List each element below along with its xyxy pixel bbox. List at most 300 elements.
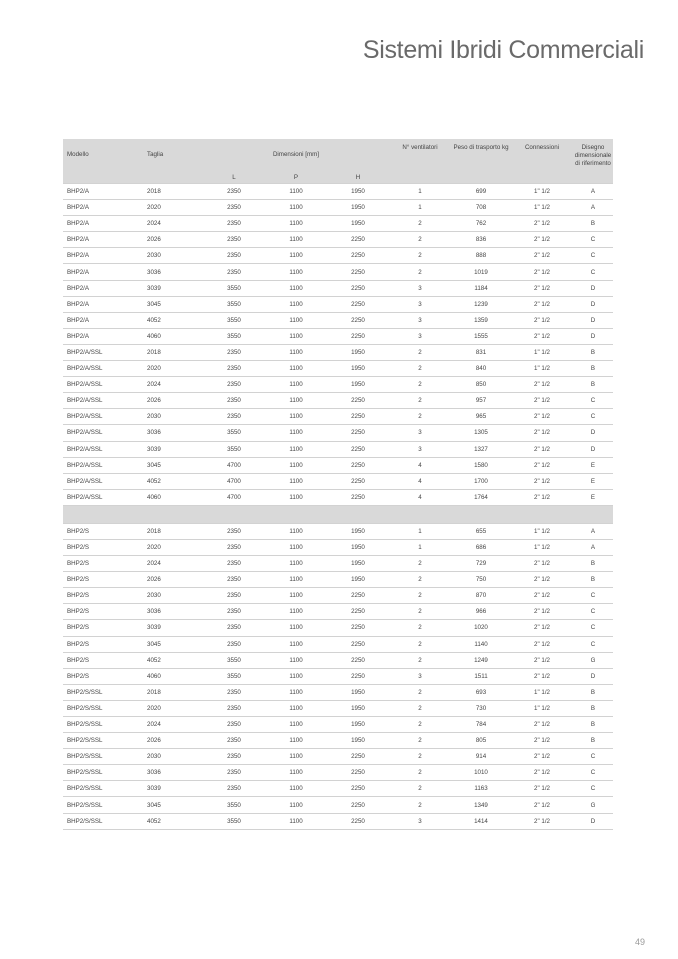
cell-dim-l: 2350 xyxy=(203,588,265,604)
cell-peso: 762 xyxy=(451,216,511,232)
cell-dim-l: 2350 xyxy=(203,523,265,539)
cell-dim-l: 2350 xyxy=(203,604,265,620)
cell-dim-l: 3550 xyxy=(203,441,265,457)
cell-dim-l: 4700 xyxy=(203,473,265,489)
cell-dim-p: 1100 xyxy=(265,539,327,555)
cell-ventilatori: 3 xyxy=(389,312,451,328)
cell-ventilatori: 2 xyxy=(389,717,451,733)
cell-connessioni: 2" 1/2 xyxy=(511,733,573,749)
cell-connessioni: 1" 1/2 xyxy=(511,700,573,716)
cell-taglia: 3036 xyxy=(143,765,203,781)
table-row xyxy=(63,539,613,555)
cell-ventilatori: 2 xyxy=(389,620,451,636)
cell-dim-h: 2250 xyxy=(327,296,389,312)
cell-ventilatori: 2 xyxy=(389,636,451,652)
cell-peso: 729 xyxy=(451,556,511,572)
group-separator xyxy=(63,505,613,523)
cell-disegno: B xyxy=(573,572,613,588)
table-row xyxy=(63,636,613,652)
cell-dim-h: 2250 xyxy=(327,781,389,797)
cell-peso: 1349 xyxy=(451,797,511,813)
cell-dim-h: 1950 xyxy=(327,572,389,588)
cell-disegno: C xyxy=(573,620,613,636)
cell-taglia: 4052 xyxy=(143,813,203,829)
cell-dim-h: 1950 xyxy=(327,377,389,393)
cell-ventilatori: 2 xyxy=(389,733,451,749)
cell-modello: BHP2/A/SSL xyxy=(63,425,143,441)
cell-dim-l: 2350 xyxy=(203,717,265,733)
cell-dim-l: 2350 xyxy=(203,232,265,248)
cell-connessioni: 2" 1/2 xyxy=(511,232,573,248)
cell-modello: BHP2/S/SSL xyxy=(63,765,143,781)
cell-peso: 730 xyxy=(451,700,511,716)
cell-dim-p: 1100 xyxy=(265,733,327,749)
cell-ventilatori: 4 xyxy=(389,489,451,505)
cell-connessioni: 2" 1/2 xyxy=(511,328,573,344)
cell-dim-h: 1950 xyxy=(327,717,389,733)
cell-disegno: D xyxy=(573,668,613,684)
cell-dim-h: 2250 xyxy=(327,636,389,652)
cell-taglia: 2024 xyxy=(143,556,203,572)
cell-connessioni: 2" 1/2 xyxy=(511,248,573,264)
cell-peso: 1184 xyxy=(451,280,511,296)
table-row xyxy=(63,312,613,328)
cell-ventilatori: 3 xyxy=(389,328,451,344)
cell-dim-l: 4700 xyxy=(203,489,265,505)
cell-ventilatori: 2 xyxy=(389,684,451,700)
cell-ventilatori: 2 xyxy=(389,216,451,232)
cell-taglia: 2024 xyxy=(143,717,203,733)
table-row xyxy=(63,733,613,749)
cell-dim-l: 2350 xyxy=(203,749,265,765)
cell-peso: 1019 xyxy=(451,264,511,280)
cell-dim-h: 1950 xyxy=(327,361,389,377)
cell-disegno: E xyxy=(573,489,613,505)
cell-ventilatori: 2 xyxy=(389,572,451,588)
table-row xyxy=(63,344,613,360)
table-row xyxy=(63,457,613,473)
cell-modello: BHP2/S xyxy=(63,652,143,668)
cell-modello: BHP2/S xyxy=(63,620,143,636)
cell-ventilatori: 3 xyxy=(389,668,451,684)
cell-disegno: A xyxy=(573,523,613,539)
cell-ventilatori: 3 xyxy=(389,441,451,457)
cell-disegno: B xyxy=(573,216,613,232)
cell-taglia: 2020 xyxy=(143,200,203,216)
cell-peso: 1140 xyxy=(451,636,511,652)
cell-peso: 1764 xyxy=(451,489,511,505)
cell-dim-p: 1100 xyxy=(265,377,327,393)
cell-connessioni: 1" 1/2 xyxy=(511,184,573,200)
cell-ventilatori: 2 xyxy=(389,749,451,765)
cell-peso: 693 xyxy=(451,684,511,700)
cell-disegno: B xyxy=(573,733,613,749)
cell-dim-l: 2350 xyxy=(203,733,265,749)
cell-connessioni: 2" 1/2 xyxy=(511,636,573,652)
table-row xyxy=(63,248,613,264)
cell-connessioni: 2" 1/2 xyxy=(511,312,573,328)
table-row xyxy=(63,749,613,765)
cell-modello: BHP2/A xyxy=(63,312,143,328)
cell-taglia: 2018 xyxy=(143,523,203,539)
cell-dim-l: 2350 xyxy=(203,361,265,377)
cell-taglia: 4052 xyxy=(143,473,203,489)
cell-disegno: B xyxy=(573,556,613,572)
cell-dim-p: 1100 xyxy=(265,620,327,636)
cell-dim-h: 2250 xyxy=(327,393,389,409)
cell-peso: 840 xyxy=(451,361,511,377)
cell-dim-p: 1100 xyxy=(265,556,327,572)
cell-dim-p: 1100 xyxy=(265,328,327,344)
cell-taglia: 4060 xyxy=(143,668,203,684)
cell-ventilatori: 2 xyxy=(389,232,451,248)
cell-modello: BHP2/A xyxy=(63,216,143,232)
page-number: 49 xyxy=(634,937,645,947)
cell-taglia: 3036 xyxy=(143,264,203,280)
cell-dim-l: 2350 xyxy=(203,765,265,781)
cell-connessioni: 1" 1/2 xyxy=(511,344,573,360)
table-row xyxy=(63,216,613,232)
table-row xyxy=(63,813,613,829)
table-row xyxy=(63,684,613,700)
cell-dim-h: 2250 xyxy=(327,620,389,636)
cell-dim-h: 2250 xyxy=(327,668,389,684)
cell-dim-p: 1100 xyxy=(265,393,327,409)
cell-ventilatori: 2 xyxy=(389,248,451,264)
cell-dim-h: 2250 xyxy=(327,813,389,829)
header-l: L xyxy=(203,171,265,184)
cell-dim-h: 2250 xyxy=(327,312,389,328)
cell-dim-h: 2250 xyxy=(327,264,389,280)
cell-dim-p: 1100 xyxy=(265,200,327,216)
cell-ventilatori: 4 xyxy=(389,457,451,473)
cell-dim-l: 3550 xyxy=(203,280,265,296)
cell-disegno: E xyxy=(573,457,613,473)
cell-dim-p: 1100 xyxy=(265,312,327,328)
cell-taglia: 2030 xyxy=(143,588,203,604)
cell-modello: BHP2/S xyxy=(63,539,143,555)
table-row xyxy=(63,441,613,457)
cell-dim-l: 3550 xyxy=(203,813,265,829)
table-row xyxy=(63,200,613,216)
cell-dim-h: 2250 xyxy=(327,328,389,344)
cell-connessioni: 1" 1/2 xyxy=(511,361,573,377)
cell-connessioni: 2" 1/2 xyxy=(511,556,573,572)
cell-modello: BHP2/A xyxy=(63,328,143,344)
cell-dim-l: 2350 xyxy=(203,539,265,555)
cell-taglia: 3045 xyxy=(143,797,203,813)
cell-taglia: 4060 xyxy=(143,328,203,344)
cell-modello: BHP2/A xyxy=(63,184,143,200)
cell-peso: 1511 xyxy=(451,668,511,684)
cell-modello: BHP2/S xyxy=(63,636,143,652)
cell-connessioni: 2" 1/2 xyxy=(511,377,573,393)
cell-peso: 888 xyxy=(451,248,511,264)
cell-ventilatori: 2 xyxy=(389,652,451,668)
header-ventilatori: N° ventilatori xyxy=(389,139,451,171)
table-row xyxy=(63,184,613,200)
cell-peso: 686 xyxy=(451,539,511,555)
cell-ventilatori: 2 xyxy=(389,588,451,604)
table-row xyxy=(63,588,613,604)
cell-peso: 1239 xyxy=(451,296,511,312)
cell-dim-p: 1100 xyxy=(265,248,327,264)
cell-taglia: 2018 xyxy=(143,184,203,200)
cell-ventilatori: 4 xyxy=(389,473,451,489)
cell-dim-p: 1100 xyxy=(265,717,327,733)
cell-modello: BHP2/A xyxy=(63,280,143,296)
cell-disegno: C xyxy=(573,636,613,652)
cell-dim-l: 3550 xyxy=(203,797,265,813)
header-peso: Peso di trasporto kg xyxy=(451,139,511,171)
cell-dim-l: 3550 xyxy=(203,652,265,668)
cell-connessioni: 2" 1/2 xyxy=(511,668,573,684)
cell-dim-p: 1100 xyxy=(265,684,327,700)
cell-dim-p: 1100 xyxy=(265,813,327,829)
cell-modello: BHP2/A/SSL xyxy=(63,489,143,505)
cell-disegno: D xyxy=(573,328,613,344)
cell-dim-p: 1100 xyxy=(265,765,327,781)
cell-dim-l: 2350 xyxy=(203,572,265,588)
table-row xyxy=(63,765,613,781)
table-row xyxy=(63,717,613,733)
cell-connessioni: 2" 1/2 xyxy=(511,216,573,232)
cell-dim-p: 1100 xyxy=(265,588,327,604)
cell-peso: 805 xyxy=(451,733,511,749)
cell-ventilatori: 2 xyxy=(389,409,451,425)
cell-connessioni: 1" 1/2 xyxy=(511,200,573,216)
cell-peso: 1414 xyxy=(451,813,511,829)
cell-disegno: C xyxy=(573,781,613,797)
cell-modello: BHP2/S xyxy=(63,588,143,604)
header-taglia: Taglia xyxy=(143,139,203,171)
cell-connessioni: 2" 1/2 xyxy=(511,473,573,489)
cell-disegno: C xyxy=(573,604,613,620)
cell-ventilatori: 2 xyxy=(389,361,451,377)
cell-dim-p: 1100 xyxy=(265,457,327,473)
cell-peso: 784 xyxy=(451,717,511,733)
cell-modello: BHP2/A/SSL xyxy=(63,377,143,393)
cell-ventilatori: 3 xyxy=(389,280,451,296)
cell-peso: 1163 xyxy=(451,781,511,797)
cell-peso: 750 xyxy=(451,572,511,588)
table-row xyxy=(63,523,613,539)
cell-dim-p: 1100 xyxy=(265,409,327,425)
cell-peso: 914 xyxy=(451,749,511,765)
cell-taglia: 2024 xyxy=(143,216,203,232)
table-row xyxy=(63,393,613,409)
header-modello: Modello xyxy=(63,139,143,171)
cell-modello: BHP2/S xyxy=(63,572,143,588)
cell-dim-p: 1100 xyxy=(265,473,327,489)
cell-dim-l: 2350 xyxy=(203,184,265,200)
cell-taglia: 4052 xyxy=(143,652,203,668)
cell-disegno: D xyxy=(573,441,613,457)
cell-dim-p: 1100 xyxy=(265,797,327,813)
header-h: H xyxy=(327,171,389,184)
cell-dim-h: 1950 xyxy=(327,216,389,232)
table-row xyxy=(63,489,613,505)
cell-ventilatori: 2 xyxy=(389,556,451,572)
cell-ventilatori: 3 xyxy=(389,813,451,829)
cell-connessioni: 2" 1/2 xyxy=(511,717,573,733)
table-row xyxy=(63,409,613,425)
cell-modello: BHP2/S/SSL xyxy=(63,797,143,813)
cell-dim-p: 1100 xyxy=(265,781,327,797)
cell-disegno: C xyxy=(573,749,613,765)
table-row xyxy=(63,328,613,344)
cell-dim-h: 2250 xyxy=(327,409,389,425)
cell-dim-p: 1100 xyxy=(265,749,327,765)
cell-modello: BHP2/S xyxy=(63,604,143,620)
cell-taglia: 3039 xyxy=(143,280,203,296)
cell-modello: BHP2/A xyxy=(63,232,143,248)
table-row xyxy=(63,797,613,813)
cell-disegno: D xyxy=(573,312,613,328)
cell-disegno: B xyxy=(573,717,613,733)
cell-connessioni: 1" 1/2 xyxy=(511,684,573,700)
cell-taglia: 2030 xyxy=(143,409,203,425)
cell-ventilatori: 2 xyxy=(389,393,451,409)
cell-connessioni: 2" 1/2 xyxy=(511,409,573,425)
cell-ventilatori: 3 xyxy=(389,425,451,441)
cell-disegno: D xyxy=(573,280,613,296)
cell-taglia: 2020 xyxy=(143,361,203,377)
cell-connessioni: 2" 1/2 xyxy=(511,441,573,457)
cell-dim-h: 1950 xyxy=(327,184,389,200)
cell-dim-l: 2350 xyxy=(203,200,265,216)
table-row xyxy=(63,425,613,441)
cell-taglia: 3045 xyxy=(143,457,203,473)
cell-peso: 965 xyxy=(451,409,511,425)
cell-modello: BHP2/S xyxy=(63,556,143,572)
cell-connessioni: 2" 1/2 xyxy=(511,393,573,409)
cell-connessioni: 2" 1/2 xyxy=(511,781,573,797)
cell-modello: BHP2/S/SSL xyxy=(63,813,143,829)
cell-modello: BHP2/A/SSL xyxy=(63,409,143,425)
cell-connessioni: 2" 1/2 xyxy=(511,797,573,813)
cell-disegno: C xyxy=(573,264,613,280)
cell-peso: 870 xyxy=(451,588,511,604)
cell-dim-p: 1100 xyxy=(265,441,327,457)
cell-dim-p: 1100 xyxy=(265,668,327,684)
cell-modello: BHP2/S xyxy=(63,523,143,539)
table-body-group-a xyxy=(63,184,613,506)
cell-disegno: B xyxy=(573,377,613,393)
cell-dim-p: 1100 xyxy=(265,489,327,505)
cell-peso: 1305 xyxy=(451,425,511,441)
cell-dim-l: 2350 xyxy=(203,377,265,393)
cell-taglia: 2020 xyxy=(143,700,203,716)
table-header xyxy=(63,139,613,184)
cell-connessioni: 1" 1/2 xyxy=(511,539,573,555)
cell-dim-p: 1100 xyxy=(265,344,327,360)
cell-taglia: 2026 xyxy=(143,572,203,588)
cell-connessioni: 1" 1/2 xyxy=(511,523,573,539)
cell-connessioni: 2" 1/2 xyxy=(511,813,573,829)
table-row xyxy=(63,652,613,668)
cell-dim-p: 1100 xyxy=(265,425,327,441)
cell-taglia: 2024 xyxy=(143,377,203,393)
cell-modello: BHP2/A/SSL xyxy=(63,361,143,377)
cell-peso: 1700 xyxy=(451,473,511,489)
table-row xyxy=(63,377,613,393)
cell-dim-h: 2250 xyxy=(327,473,389,489)
cell-ventilatori: 2 xyxy=(389,264,451,280)
cell-peso: 1359 xyxy=(451,312,511,328)
cell-dim-h: 1950 xyxy=(327,523,389,539)
table-row xyxy=(63,572,613,588)
cell-dim-h: 2250 xyxy=(327,652,389,668)
cell-dim-p: 1100 xyxy=(265,572,327,588)
table-body-group-s xyxy=(63,523,613,829)
cell-dim-h: 2250 xyxy=(327,425,389,441)
cell-modello: BHP2/A xyxy=(63,296,143,312)
cell-ventilatori: 2 xyxy=(389,765,451,781)
cell-taglia: 4060 xyxy=(143,489,203,505)
cell-dim-l: 2350 xyxy=(203,781,265,797)
cell-connessioni: 2" 1/2 xyxy=(511,280,573,296)
cell-taglia: 3039 xyxy=(143,620,203,636)
cell-modello: BHP2/S xyxy=(63,668,143,684)
table-row xyxy=(63,781,613,797)
cell-connessioni: 2" 1/2 xyxy=(511,620,573,636)
cell-disegno: D xyxy=(573,425,613,441)
cell-peso: 1555 xyxy=(451,328,511,344)
cell-dim-l: 2350 xyxy=(203,344,265,360)
cell-disegno: C xyxy=(573,588,613,604)
cell-dim-h: 2250 xyxy=(327,797,389,813)
cell-taglia: 2020 xyxy=(143,539,203,555)
cell-taglia: 3036 xyxy=(143,604,203,620)
table-row xyxy=(63,668,613,684)
cell-dim-h: 2250 xyxy=(327,280,389,296)
table-row xyxy=(63,296,613,312)
table-row xyxy=(63,700,613,716)
cell-dim-l: 2350 xyxy=(203,248,265,264)
cell-ventilatori: 2 xyxy=(389,604,451,620)
cell-taglia: 2026 xyxy=(143,733,203,749)
cell-connessioni: 2" 1/2 xyxy=(511,749,573,765)
table-row xyxy=(63,361,613,377)
cell-dim-p: 1100 xyxy=(265,264,327,280)
cell-disegno: E xyxy=(573,473,613,489)
cell-ventilatori: 2 xyxy=(389,700,451,716)
cell-peso: 699 xyxy=(451,184,511,200)
cell-peso: 966 xyxy=(451,604,511,620)
cell-dim-p: 1100 xyxy=(265,216,327,232)
cell-peso: 708 xyxy=(451,200,511,216)
cell-disegno: A xyxy=(573,200,613,216)
cell-disegno: C xyxy=(573,765,613,781)
cell-disegno: B xyxy=(573,700,613,716)
cell-modello: BHP2/A xyxy=(63,200,143,216)
cell-disegno: C xyxy=(573,409,613,425)
cell-dim-h: 2250 xyxy=(327,232,389,248)
cell-ventilatori: 1 xyxy=(389,523,451,539)
cell-ventilatori: 1 xyxy=(389,200,451,216)
cell-ventilatori: 2 xyxy=(389,344,451,360)
cell-dim-l: 2350 xyxy=(203,409,265,425)
cell-disegno: C xyxy=(573,393,613,409)
cell-disegno: A xyxy=(573,539,613,555)
table-row xyxy=(63,232,613,248)
cell-dim-h: 1950 xyxy=(327,556,389,572)
page-title: Sistemi Ibridi Commerciali xyxy=(362,36,644,64)
cell-dim-l: 2350 xyxy=(203,684,265,700)
table-row xyxy=(63,604,613,620)
cell-taglia: 2018 xyxy=(143,344,203,360)
